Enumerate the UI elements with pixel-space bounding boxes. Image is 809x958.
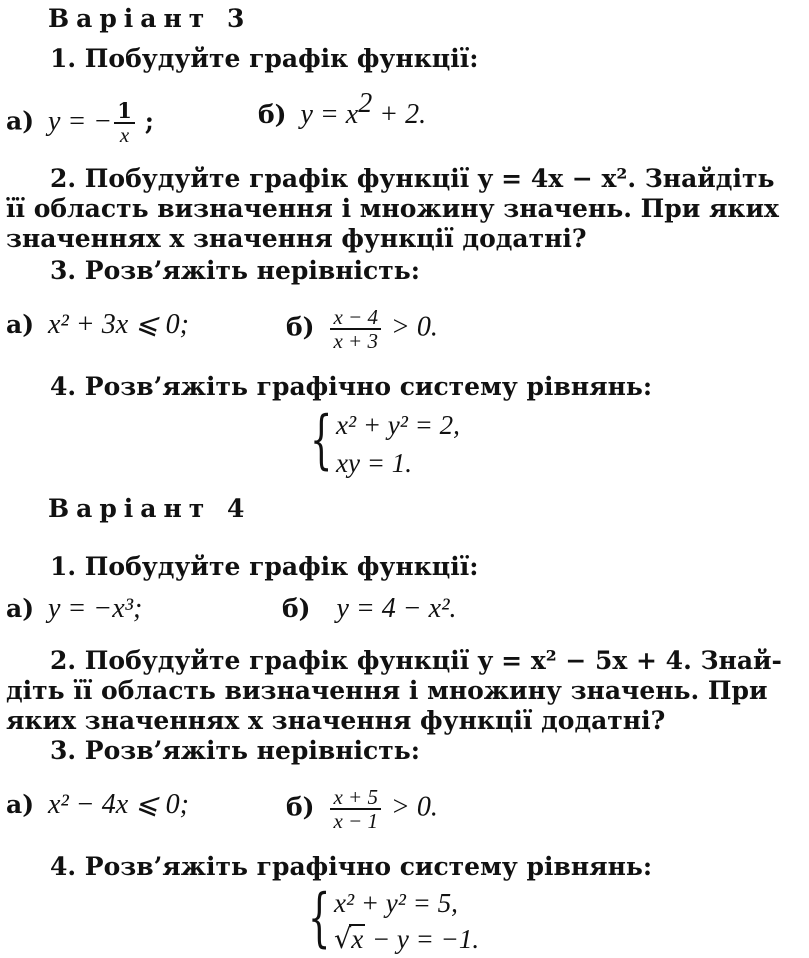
v3-task1-a: [6, 100, 154, 146]
v3-task3-a: [6, 310, 189, 340]
v4-task1-heading: 1. Побудуйте графік функції:: [50, 552, 479, 581]
v3-task3a-label: а): [6, 310, 35, 339]
v3-task3-b: [286, 306, 438, 352]
v4-task3b-end: > 0.: [390, 791, 438, 823]
v3-task3b-end: > 0.: [390, 311, 438, 343]
variant-4-title: Варіант 4: [48, 494, 252, 523]
v4-task2-line1: 2. Побудуйте графік функції y = x² − 5x + 4. Знай-: [50, 646, 782, 675]
v4-task1b-label: б): [282, 594, 311, 623]
v3-task3b-label: б): [286, 312, 315, 342]
v3-system-eq2: xy = 1.: [336, 448, 412, 478]
v3-task1-heading: 1. Побудуйте графік функції:: [50, 44, 479, 73]
v4-system-sqrt: [334, 924, 365, 955]
v4-task3a-expr: x² − 4x ⩽ 0;: [47, 789, 189, 820]
v3-task2-line2: її область визначення і множину значень. При яких: [6, 194, 779, 223]
v3-task1a-lhs: y = −: [47, 105, 113, 137]
v4-task4-heading: 4. Розв’яжіть графічно систему рівнянь:: [50, 852, 653, 881]
v4-task1b-expr: y = 4 − x².: [336, 593, 457, 624]
v3-task3b-denominator: x + 3: [333, 329, 378, 353]
v4-task1a-expr: y = −x³;: [47, 593, 143, 624]
v3-task1b-expr: y = x: [300, 99, 359, 130]
v4-task3-heading: 3. Розв’яжіть нерівність:: [50, 736, 420, 765]
v3-task1a-fraction: [114, 100, 135, 146]
v3-system-eq1: x² + y² = 2,: [336, 410, 460, 440]
v4-task1-b: [282, 594, 457, 624]
v3-task1a-end: ;: [144, 106, 155, 136]
v4-task3b-numerator: x + 5: [330, 786, 381, 810]
radical-sign-icon: √: [334, 924, 352, 955]
v4-system-brace: {: [308, 881, 331, 955]
v4-task3a-label: а): [6, 790, 35, 819]
v3-task3a-expr: x² + 3x ⩽ 0;: [47, 309, 189, 340]
v4-task1-a: [6, 594, 142, 624]
v4-task2-line3: яких значеннях x значення функції додатні?: [6, 706, 666, 735]
v4-task3b-label: б): [286, 792, 315, 822]
v4-task3b-fraction: [330, 786, 381, 832]
v3-task1a-denominator: x: [119, 123, 130, 147]
v4-system-eq2-rest: − y = −1.: [365, 924, 480, 954]
v3-task1b-sup: 2: [358, 88, 373, 119]
v4-system-eq1: x² + y² = 5,: [334, 888, 458, 918]
v3-task2-line3: значеннях x значення функції додатні?: [6, 224, 587, 253]
v3-task1-b: [258, 88, 427, 130]
v3-task3b-numerator: x − 4: [330, 306, 381, 330]
v3-task3b-fraction: [330, 306, 381, 352]
v4-task3b-denominator: x − 1: [333, 809, 378, 833]
v3-task1b-label: б): [258, 100, 287, 129]
v3-task1a-label: а): [6, 106, 35, 136]
v4-task3-a: [6, 790, 189, 820]
v3-task3-heading: 3. Розв’яжіть нерівність:: [50, 256, 420, 285]
v3-task2-line1: 2. Побудуйте графік функції y = 4x − x². Знайдіть: [50, 164, 775, 193]
v4-system-eq2: [334, 924, 479, 955]
v4-task3-b: [286, 786, 438, 832]
v3-task1a-numerator: 1: [114, 100, 135, 124]
v4-task2-line2: діть її область визначення і множину значень. При: [6, 676, 768, 705]
v3-system-brace: {: [310, 403, 333, 477]
variant-3-title: Варіант 3: [48, 4, 252, 33]
v4-system-radicand: x: [351, 924, 364, 954]
v3-task4-heading: 4. Розв’яжіть графічно систему рівнянь:: [50, 372, 653, 401]
v3-task1b-end: + 2.: [372, 99, 427, 130]
v4-task1a-label: а): [6, 594, 35, 623]
